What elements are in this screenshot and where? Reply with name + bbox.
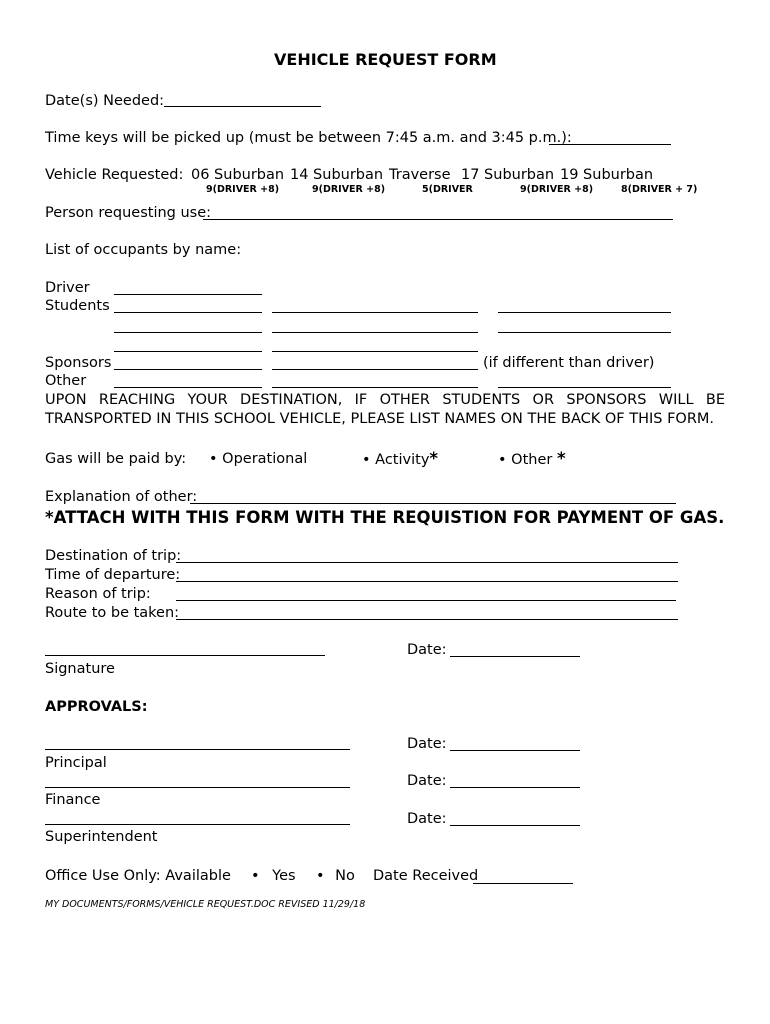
student-field[interactable]: [272, 332, 478, 333]
asterisk-icon: *: [556, 449, 566, 468]
occupants-label: List of occupants by name:: [45, 242, 242, 258]
vehicle-option-17-suburban[interactable]: 17 Suburban: [461, 167, 555, 183]
other-occupant-field[interactable]: [272, 387, 478, 388]
other-label: Other: [45, 373, 87, 389]
student-field[interactable]: [114, 332, 262, 333]
gas-option-activity[interactable]: [362, 450, 438, 469]
signature-label: Signature: [45, 661, 115, 677]
office-no-option[interactable]: [316, 867, 355, 885]
signature-date-field[interactable]: [450, 656, 580, 657]
vehicle-capacity: 8(DRIVER + 7): [621, 184, 698, 195]
footer-path: MY DOCUMENTS/FORMS/VEHICLE REQUEST.DOC REVISED 11/29/18: [45, 899, 366, 910]
date-label: Date:: [407, 736, 447, 752]
destination-label: Destination of trip:: [45, 548, 182, 564]
superintendent-date-field[interactable]: [450, 825, 580, 826]
reason-label: Reason of trip:: [45, 586, 151, 602]
departure-field[interactable]: [176, 581, 678, 582]
dates-needed-label: Date(s) Needed:: [45, 93, 165, 109]
asterisk-icon: *: [429, 449, 439, 468]
bullet-icon: •: [251, 868, 260, 884]
gas-option-operational[interactable]: [209, 450, 307, 468]
vehicle-capacity: 9(DRIVER +8): [312, 184, 386, 195]
sponsor-field[interactable]: [272, 369, 478, 370]
notice-line-1: UPON REACHING YOUR DESTINATION, IF OTHER STUDENTS OR SPONSORS WILL BE: [45, 392, 725, 408]
reason-field[interactable]: [176, 600, 676, 601]
finance-label: Finance: [45, 792, 101, 808]
date-received-label: Date Received: [373, 868, 479, 884]
vehicle-option-traverse[interactable]: Traverse: [389, 167, 451, 183]
signature-field[interactable]: [45, 655, 325, 656]
other-occupant-field[interactable]: [498, 387, 671, 388]
departure-label: Time of departure:: [45, 567, 181, 583]
vehicle-requested-label: Vehicle Requested:: [45, 167, 184, 183]
time-keys-label: Time keys will be picked up (must be between 7:45 a.m. and 3:45 p.m.):: [45, 130, 572, 146]
driver-label: Driver: [45, 280, 90, 296]
route-label: Route to be taken:: [45, 605, 180, 621]
finance-date-field[interactable]: [450, 787, 580, 788]
no-label: No: [335, 868, 355, 884]
sponsors-note: (if different than driver): [483, 355, 655, 371]
students-label: Students: [45, 298, 110, 314]
destination-field[interactable]: [176, 562, 678, 563]
vehicle-option-14-suburban[interactable]: 14 Suburban: [290, 167, 384, 183]
gas-option-label: Other: [511, 452, 553, 468]
attach-notice: *ATTACH WITH THIS FORM WITH THE REQUISTION FOR PAYMENT OF GAS.: [45, 508, 725, 527]
bullet-icon: •: [316, 868, 325, 884]
finance-signature-field[interactable]: [45, 787, 350, 788]
page-title: VEHICLE REQUEST FORM: [274, 50, 497, 69]
date-label: Date:: [407, 811, 447, 827]
date-label: Date:: [407, 773, 447, 789]
superintendent-signature-field[interactable]: [45, 824, 350, 825]
person-requesting-label: Person requesting use:: [45, 205, 212, 221]
student-field[interactable]: [272, 312, 478, 313]
student-field[interactable]: [498, 332, 671, 333]
office-use-label: Office Use Only: Available: [45, 868, 231, 884]
time-keys-field[interactable]: [549, 144, 671, 145]
bullet-icon: •: [362, 452, 371, 468]
bullet-icon: •: [498, 452, 507, 468]
explanation-field[interactable]: [190, 503, 676, 504]
sponsors-label: Sponsors: [45, 355, 112, 371]
gas-option-label: Operational: [222, 451, 308, 467]
vehicle-option-06-suburban[interactable]: 06 Suburban: [191, 167, 285, 183]
vehicle-capacity: 9(DRIVER +8): [520, 184, 594, 195]
principal-date-field[interactable]: [450, 750, 580, 751]
yes-label: Yes: [272, 868, 296, 884]
superintendent-label: Superintendent: [45, 829, 158, 845]
office-yes-option[interactable]: [251, 867, 296, 885]
student-field[interactable]: [114, 351, 262, 352]
student-field[interactable]: [498, 312, 671, 313]
gas-label: Gas will be paid by:: [45, 451, 187, 467]
sponsor-field[interactable]: [114, 369, 262, 370]
other-occupant-field[interactable]: [114, 387, 262, 388]
principal-signature-field[interactable]: [45, 749, 350, 750]
explanation-label: Explanation of other:: [45, 489, 198, 505]
vehicle-capacity: 9(DRIVER +8): [206, 184, 280, 195]
driver-field[interactable]: [114, 294, 262, 295]
principal-label: Principal: [45, 755, 107, 771]
date-label: Date:: [407, 642, 447, 658]
notice-line-2: TRANSPORTED IN THIS SCHOOL VEHICLE, PLEASE LIST NAMES ON THE BACK OF THIS FORM.: [45, 411, 715, 427]
dates-needed-field[interactable]: [164, 106, 321, 107]
student-field[interactable]: [272, 351, 478, 352]
vehicle-option-19-suburban[interactable]: 19 Suburban: [560, 167, 654, 183]
vehicle-capacity: 5(DRIVER: [422, 184, 473, 195]
approvals-heading: APPROVALS:: [45, 699, 148, 715]
student-field[interactable]: [114, 312, 262, 313]
bullet-icon: •: [209, 451, 218, 467]
route-field[interactable]: [176, 619, 678, 620]
gas-option-label: Activity: [375, 452, 430, 468]
person-requesting-field[interactable]: [203, 219, 673, 220]
date-received-field[interactable]: [473, 883, 573, 884]
gas-option-other[interactable]: [498, 450, 566, 469]
